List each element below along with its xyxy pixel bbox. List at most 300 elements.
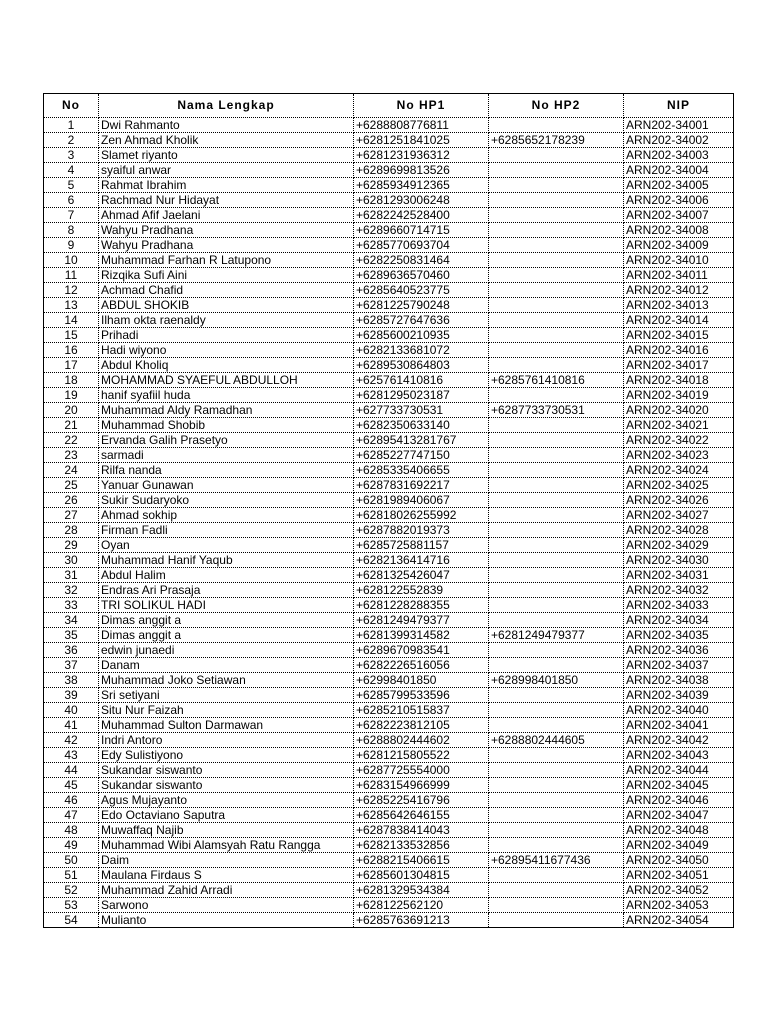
- cell-name: hanif syafiil huda: [99, 388, 354, 403]
- table-row: [44, 808, 734, 823]
- cell-name: Muhammad Shobib: [99, 418, 354, 433]
- cell-no: 15: [44, 328, 99, 343]
- cell-hp2: [489, 343, 624, 358]
- cell-hp1: +6281249479377: [354, 613, 489, 628]
- cell-hp2: [489, 778, 624, 793]
- cell-nip: ARN202-34047: [624, 808, 734, 823]
- cell-hp1: +6289660714715: [354, 223, 489, 238]
- cell-no: 36: [44, 643, 99, 658]
- cell-hp2: [489, 883, 624, 898]
- table-row: [44, 703, 734, 718]
- cell-name: Rizqika Sufi Aini: [99, 268, 354, 283]
- cell-hp1: +6281295023187: [354, 388, 489, 403]
- cell-hp1: +6281325426047: [354, 568, 489, 583]
- cell-hp2: [489, 823, 624, 838]
- cell-nip: ARN202-34041: [624, 718, 734, 733]
- cell-hp2: [489, 568, 624, 583]
- cell-name: Indri Antoro: [99, 733, 354, 748]
- cell-nip: ARN202-34007: [624, 208, 734, 223]
- header-hp1: No HP1: [354, 94, 489, 118]
- cell-name: MOHAMMAD SYAEFUL ABDULLOH: [99, 373, 354, 388]
- cell-hp2: +6285761410816: [489, 373, 624, 388]
- cell-hp1: +6282133681072: [354, 343, 489, 358]
- header-row: [44, 94, 734, 118]
- cell-nip: ARN202-34006: [624, 193, 734, 208]
- cell-hp1: +6285725881157: [354, 538, 489, 553]
- cell-hp1: +6285225416796: [354, 793, 489, 808]
- cell-name: Dimas anggit a: [99, 613, 354, 628]
- table-row: [44, 343, 734, 358]
- cell-hp1: +6281225790248: [354, 298, 489, 313]
- cell-hp1: +6281231936312: [354, 148, 489, 163]
- cell-nip: ARN202-34035: [624, 628, 734, 643]
- cell-hp2: [489, 328, 624, 343]
- cell-no: 11: [44, 268, 99, 283]
- cell-hp2: [489, 643, 624, 658]
- cell-name: Edo Octaviano Saputra: [99, 808, 354, 823]
- table-row: [44, 598, 734, 613]
- cell-nip: ARN202-34031: [624, 568, 734, 583]
- cell-nip: ARN202-34026: [624, 493, 734, 508]
- cell-no: 18: [44, 373, 99, 388]
- cell-no: 32: [44, 583, 99, 598]
- cell-name: Muhammad Wibi Alamsyah Ratu Rangga: [99, 838, 354, 853]
- cell-no: 9: [44, 238, 99, 253]
- cell-no: 4: [44, 163, 99, 178]
- cell-nip: ARN202-34038: [624, 673, 734, 688]
- cell-nip: ARN202-34033: [624, 598, 734, 613]
- table-row: [44, 223, 734, 238]
- table-row: [44, 658, 734, 673]
- cell-hp1: +6281228288355: [354, 598, 489, 613]
- table-row: [44, 628, 734, 643]
- table-row: [44, 793, 734, 808]
- cell-hp2: [489, 493, 624, 508]
- cell-hp2: [489, 523, 624, 538]
- cell-name: Oyan: [99, 538, 354, 553]
- cell-nip: ARN202-34043: [624, 748, 734, 763]
- cell-name: Rachmad Nur Hidayat: [99, 193, 354, 208]
- table-row: [44, 868, 734, 883]
- cell-hp1: +6285770693704: [354, 238, 489, 253]
- cell-no: 50: [44, 853, 99, 868]
- table-row: [44, 568, 734, 583]
- table-row: [44, 748, 734, 763]
- cell-nip: ARN202-34034: [624, 613, 734, 628]
- cell-nip: ARN202-34009: [624, 238, 734, 253]
- cell-hp1: +62895413281767: [354, 433, 489, 448]
- cell-hp1: +628122562120: [354, 898, 489, 913]
- cell-no: 29: [44, 538, 99, 553]
- cell-hp1: +6285934912365: [354, 178, 489, 193]
- table-row: [44, 433, 734, 448]
- cell-nip: ARN202-34019: [624, 388, 734, 403]
- cell-hp2: [489, 208, 624, 223]
- cell-no: 16: [44, 343, 99, 358]
- cell-name: Ervanda Galih Prasetyo: [99, 433, 354, 448]
- cell-name: Dwi Rahmanto: [99, 118, 354, 133]
- cell-hp1: +6289699813526: [354, 163, 489, 178]
- table-row: [44, 643, 734, 658]
- cell-hp2: [489, 433, 624, 448]
- cell-no: 38: [44, 673, 99, 688]
- cell-hp2: [489, 718, 624, 733]
- cell-nip: ARN202-34039: [624, 688, 734, 703]
- table-row: [44, 508, 734, 523]
- cell-hp1: +62998401850: [354, 673, 489, 688]
- cell-hp2: +6288802444605: [489, 733, 624, 748]
- header-no: No: [44, 94, 99, 118]
- cell-nip: ARN202-34024: [624, 463, 734, 478]
- table-row: [44, 493, 734, 508]
- cell-no: 30: [44, 553, 99, 568]
- cell-nip: ARN202-34025: [624, 478, 734, 493]
- cell-hp1: +627733730531: [354, 403, 489, 418]
- cell-nip: ARN202-34027: [624, 508, 734, 523]
- table-row: [44, 478, 734, 493]
- cell-name: Endras Ari Prasaja: [99, 583, 354, 598]
- cell-nip: ARN202-34029: [624, 538, 734, 553]
- cell-name: Muhammad Hanif Yaqub: [99, 553, 354, 568]
- cell-no: 12: [44, 283, 99, 298]
- cell-hp2: [489, 478, 624, 493]
- cell-no: 45: [44, 778, 99, 793]
- cell-hp1: +6288215406615: [354, 853, 489, 868]
- table-row: [44, 613, 734, 628]
- cell-name: sarmadi: [99, 448, 354, 463]
- cell-no: 14: [44, 313, 99, 328]
- cell-nip: ARN202-34050: [624, 853, 734, 868]
- cell-hp1: +6282242528400: [354, 208, 489, 223]
- table-row: [44, 913, 734, 928]
- cell-no: 19: [44, 388, 99, 403]
- table-row: [44, 283, 734, 298]
- cell-name: Dimas anggit a: [99, 628, 354, 643]
- cell-hp1: +6287725554000: [354, 763, 489, 778]
- cell-no: 20: [44, 403, 99, 418]
- cell-hp2: +6285652178239: [489, 133, 624, 148]
- cell-name: Sukandar siswanto: [99, 778, 354, 793]
- cell-nip: ARN202-34020: [624, 403, 734, 418]
- cell-hp1: +6282250831464: [354, 253, 489, 268]
- cell-nip: ARN202-34017: [624, 358, 734, 373]
- cell-nip: ARN202-34053: [624, 898, 734, 913]
- cell-no: 27: [44, 508, 99, 523]
- cell-nip: ARN202-34003: [624, 148, 734, 163]
- cell-hp2: [489, 763, 624, 778]
- table-row: [44, 718, 734, 733]
- cell-hp2: [489, 238, 624, 253]
- cell-nip: ARN202-34044: [624, 763, 734, 778]
- cell-nip: ARN202-34037: [624, 658, 734, 673]
- cell-name: Maulana Firdaus S: [99, 868, 354, 883]
- cell-nip: ARN202-34005: [624, 178, 734, 193]
- cell-name: Slamet riyanto: [99, 148, 354, 163]
- table-row: [44, 298, 734, 313]
- cell-hp1: +6282350633140: [354, 418, 489, 433]
- table-row: [44, 118, 734, 133]
- cell-hp1: +6285642646155: [354, 808, 489, 823]
- cell-name: Mulianto: [99, 913, 354, 928]
- table-row: [44, 253, 734, 268]
- cell-name: Achmad Chafid: [99, 283, 354, 298]
- cell-nip: ARN202-34008: [624, 223, 734, 238]
- cell-hp1: +6285601304815: [354, 868, 489, 883]
- cell-no: 48: [44, 823, 99, 838]
- cell-hp1: +6288802444602: [354, 733, 489, 748]
- cell-hp1: +6282226516056: [354, 658, 489, 673]
- cell-name: Daim: [99, 853, 354, 868]
- table-row: [44, 388, 734, 403]
- cell-no: 44: [44, 763, 99, 778]
- cell-name: Ahmad sokhip: [99, 508, 354, 523]
- header-hp2: No HP2: [489, 94, 624, 118]
- cell-nip: ARN202-34002: [624, 133, 734, 148]
- cell-nip: ARN202-34022: [624, 433, 734, 448]
- cell-hp1: +6281293006248: [354, 193, 489, 208]
- cell-name: Yanuar Gunawan: [99, 478, 354, 493]
- cell-hp1: +6285640523775: [354, 283, 489, 298]
- header-nip: NIP: [624, 94, 734, 118]
- cell-hp1: +6281329534384: [354, 883, 489, 898]
- cell-no: 41: [44, 718, 99, 733]
- cell-nip: ARN202-34036: [624, 643, 734, 658]
- cell-no: 26: [44, 493, 99, 508]
- cell-hp2: [489, 388, 624, 403]
- table-row: [44, 883, 734, 898]
- cell-nip: ARN202-34013: [624, 298, 734, 313]
- cell-no: 7: [44, 208, 99, 223]
- table-row: [44, 328, 734, 343]
- cell-hp2: [489, 793, 624, 808]
- table-body: [44, 118, 734, 928]
- cell-hp2: [489, 223, 624, 238]
- table-row: [44, 763, 734, 778]
- cell-hp2: [489, 913, 624, 928]
- cell-nip: ARN202-34014: [624, 313, 734, 328]
- cell-no: 5: [44, 178, 99, 193]
- table-row: [44, 688, 734, 703]
- cell-name: Muhammad Zahid Arradi: [99, 883, 354, 898]
- cell-hp1: +6287882019373: [354, 523, 489, 538]
- cell-nip: ARN202-34016: [624, 343, 734, 358]
- cell-nip: ARN202-34049: [624, 838, 734, 853]
- table-row: [44, 523, 734, 538]
- cell-hp1: +6289530864803: [354, 358, 489, 373]
- cell-nip: ARN202-34046: [624, 793, 734, 808]
- cell-no: 47: [44, 808, 99, 823]
- cell-hp2: [489, 838, 624, 853]
- cell-hp2: [489, 703, 624, 718]
- cell-no: 1: [44, 118, 99, 133]
- cell-no: 37: [44, 658, 99, 673]
- cell-no: 34: [44, 613, 99, 628]
- table-row: [44, 373, 734, 388]
- cell-hp2: [489, 658, 624, 673]
- cell-nip: ARN202-34051: [624, 868, 734, 883]
- table-row: [44, 163, 734, 178]
- cell-no: 40: [44, 703, 99, 718]
- cell-name: TRI SOLIKUL HADI: [99, 598, 354, 613]
- cell-name: Rahmat Ibrahim: [99, 178, 354, 193]
- cell-hp2: [489, 688, 624, 703]
- cell-name: Abdul Kholiq: [99, 358, 354, 373]
- cell-no: 28: [44, 523, 99, 538]
- cell-hp2: [489, 553, 624, 568]
- cell-hp1: +6285799533596: [354, 688, 489, 703]
- cell-name: Muhammad Farhan R Latupono: [99, 253, 354, 268]
- cell-nip: ARN202-34023: [624, 448, 734, 463]
- table-row: [44, 313, 734, 328]
- cell-name: Muhammad Sulton Darmawan: [99, 718, 354, 733]
- cell-name: syaiful anwar: [99, 163, 354, 178]
- cell-no: 25: [44, 478, 99, 493]
- cell-hp2: [489, 613, 624, 628]
- cell-name: Wahyu Pradhana: [99, 238, 354, 253]
- cell-hp2: [489, 463, 624, 478]
- cell-name: Danam: [99, 658, 354, 673]
- cell-hp2: [489, 268, 624, 283]
- table-row: [44, 898, 734, 913]
- cell-hp2: [489, 178, 624, 193]
- cell-name: Situ Nur Faizah: [99, 703, 354, 718]
- cell-nip: ARN202-34048: [624, 823, 734, 838]
- cell-hp1: +6288808776811: [354, 118, 489, 133]
- table-row: [44, 418, 734, 433]
- cell-hp1: +6282133532856: [354, 838, 489, 853]
- cell-no: 6: [44, 193, 99, 208]
- cell-hp2: [489, 448, 624, 463]
- cell-name: Firman Fadli: [99, 523, 354, 538]
- cell-hp1: +6287838414043: [354, 823, 489, 838]
- cell-name: Edy Sulistiyono: [99, 748, 354, 763]
- cell-hp2: [489, 253, 624, 268]
- cell-nip: ARN202-34010: [624, 253, 734, 268]
- cell-no: 54: [44, 913, 99, 928]
- cell-hp1: +6285335406655: [354, 463, 489, 478]
- table-row: [44, 853, 734, 868]
- table-row: [44, 268, 734, 283]
- cell-no: 53: [44, 898, 99, 913]
- table-row: [44, 583, 734, 598]
- cell-name: Muhammad Aldy Ramadhan: [99, 403, 354, 418]
- table-row: [44, 178, 734, 193]
- cell-no: 3: [44, 148, 99, 163]
- cell-no: 23: [44, 448, 99, 463]
- cell-hp2: [489, 283, 624, 298]
- cell-nip: ARN202-34045: [624, 778, 734, 793]
- cell-hp2: [489, 898, 624, 913]
- cell-name: Agus Mujayanto: [99, 793, 354, 808]
- cell-hp1: +6281399314582: [354, 628, 489, 643]
- cell-no: 42: [44, 733, 99, 748]
- cell-name: Zen Ahmad Kholik: [99, 133, 354, 148]
- cell-name: Abdul Halim: [99, 568, 354, 583]
- cell-hp2: [489, 508, 624, 523]
- table-row: [44, 538, 734, 553]
- cell-hp1: +625761410816: [354, 373, 489, 388]
- table-row: [44, 778, 734, 793]
- cell-nip: ARN202-34001: [624, 118, 734, 133]
- cell-hp1: +6285227747150: [354, 448, 489, 463]
- cell-name: Sukandar siswanto: [99, 763, 354, 778]
- table-row: [44, 238, 734, 253]
- cell-nip: ARN202-34015: [624, 328, 734, 343]
- cell-no: 24: [44, 463, 99, 478]
- cell-hp2: [489, 808, 624, 823]
- cell-no: 49: [44, 838, 99, 853]
- cell-hp2: [489, 193, 624, 208]
- cell-nip: ARN202-34021: [624, 418, 734, 433]
- cell-no: 8: [44, 223, 99, 238]
- contact-table: [43, 93, 734, 928]
- cell-nip: ARN202-34054: [624, 913, 734, 928]
- cell-nip: ARN202-34011: [624, 268, 734, 283]
- cell-hp2: [489, 313, 624, 328]
- cell-no: 46: [44, 793, 99, 808]
- cell-hp2: +6287733730531: [489, 403, 624, 418]
- cell-hp1: +6282223812105: [354, 718, 489, 733]
- cell-hp1: +6289636570460: [354, 268, 489, 283]
- cell-name: Muwaffaq Najib: [99, 823, 354, 838]
- cell-nip: ARN202-34042: [624, 733, 734, 748]
- cell-hp2: +628998401850: [489, 673, 624, 688]
- cell-hp2: [489, 418, 624, 433]
- cell-name: Sri setiyani: [99, 688, 354, 703]
- cell-hp2: [489, 358, 624, 373]
- cell-no: 52: [44, 883, 99, 898]
- cell-no: 33: [44, 598, 99, 613]
- cell-hp1: +6281251841025: [354, 133, 489, 148]
- table-row: [44, 193, 734, 208]
- cell-hp2: [489, 868, 624, 883]
- cell-no: 31: [44, 568, 99, 583]
- cell-hp2: +62895411677436: [489, 853, 624, 868]
- cell-hp2: [489, 748, 624, 763]
- cell-hp2: [489, 583, 624, 598]
- cell-nip: ARN202-34030: [624, 553, 734, 568]
- cell-name: Ilham okta raenaldy: [99, 313, 354, 328]
- cell-name: Ahmad Afif Jaelani: [99, 208, 354, 223]
- cell-no: 17: [44, 358, 99, 373]
- cell-no: 21: [44, 418, 99, 433]
- cell-nip: ARN202-34052: [624, 883, 734, 898]
- cell-no: 13: [44, 298, 99, 313]
- header-name: Nama Lengkap: [99, 94, 354, 118]
- cell-hp1: +628122552839: [354, 583, 489, 598]
- table-row: [44, 448, 734, 463]
- cell-hp1: +6283154966999: [354, 778, 489, 793]
- cell-hp2: [489, 538, 624, 553]
- cell-hp1: +6287831692217: [354, 478, 489, 493]
- table-row: [44, 463, 734, 478]
- cell-no: 43: [44, 748, 99, 763]
- cell-no: 22: [44, 433, 99, 448]
- cell-hp1: +6285210515837: [354, 703, 489, 718]
- cell-name: Muhammad Joko Setiawan: [99, 673, 354, 688]
- table-row: [44, 823, 734, 838]
- cell-no: 35: [44, 628, 99, 643]
- cell-hp2: [489, 148, 624, 163]
- cell-hp1: +6281215805522: [354, 748, 489, 763]
- cell-hp2: [489, 298, 624, 313]
- cell-hp1: +62818026255992: [354, 508, 489, 523]
- table-row: [44, 133, 734, 148]
- cell-hp1: +6289670983541: [354, 643, 489, 658]
- cell-name: Sarwono: [99, 898, 354, 913]
- cell-hp1: +6285727647636: [354, 313, 489, 328]
- cell-hp2: [489, 163, 624, 178]
